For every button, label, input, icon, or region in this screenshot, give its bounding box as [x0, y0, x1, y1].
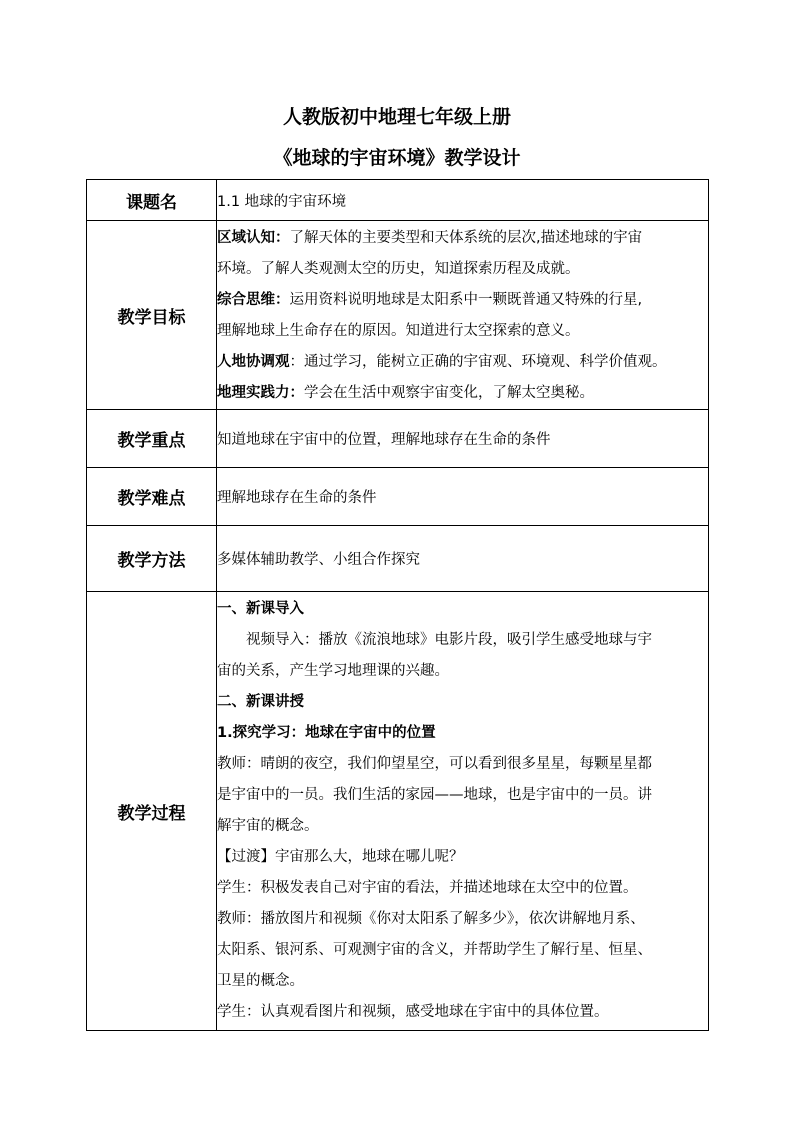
key-points-value: 知道地球在宇宙中的位置，理解地球存在生命的条件	[217, 410, 709, 468]
teacher2-text2: 太阳系、银河系、可观测宇宙的含义，并帮助学生了解行星、恒星、	[217, 942, 652, 958]
section1-heading: 一、新课导入	[217, 601, 304, 617]
teacher1-text1: 教师：晴朗的夜空，我们仰望星空，可以看到很多星星，每颗星星都	[217, 756, 652, 772]
table-row-process	[87, 592, 709, 1031]
goal-harmony-line	[217, 347, 708, 378]
table-row-goals	[87, 221, 709, 410]
process-content	[217, 592, 709, 1031]
student1-text: 学生：积极发表自己对宇宙的看法，并描述地球在太空中的位置。	[217, 880, 638, 896]
goal-regional-title: 区域认知：	[217, 230, 290, 246]
subsection1-heading: 1.探究学习：地球在宇宙中的位置	[217, 725, 436, 741]
teacher1-text2: 是宇宙中的一员。我们生活的家园——地球，也是宇宙中的一员。讲	[217, 787, 652, 803]
teacher2-text3: 卫星的概念。	[217, 973, 304, 989]
goal-regional-line1	[217, 223, 708, 254]
difficulties-label: 教学难点	[87, 468, 217, 526]
teacher2-text1: 教师：播放图片和视频《你对太阳系了解多少》，依次讲解地月系、	[217, 911, 645, 927]
process-label: 教学过程	[87, 592, 217, 1031]
transition-text: 【过渡】宇宙那么大，地球在哪儿呢？	[217, 849, 464, 865]
difficulties-value: 理解地球存在生命的条件	[217, 468, 709, 526]
methods-value: 多媒体辅助教学、小组合作探究	[217, 526, 709, 592]
teacher1-text3: 解宇宙的概念。	[217, 818, 319, 834]
document-title: 人教版初中地理七年级上册	[282, 106, 511, 128]
lesson-plan-table	[86, 179, 709, 1031]
goals-label: 教学目标	[87, 221, 217, 410]
goal-practice-line	[217, 378, 708, 409]
lesson-name-value: 1.1 地球的宇宙环境	[217, 180, 709, 221]
methods-label: 教学方法	[87, 526, 217, 592]
goal-practice-title: 地理实践力：	[217, 385, 304, 401]
table-row-key-points	[87, 410, 709, 468]
student2-text: 学生：认真观看图片和视频，感受地球在宇宙中的具体位置。	[217, 1004, 609, 1020]
goal-harmony-title: 人地协调观	[217, 354, 290, 370]
table-row-lesson-name	[87, 180, 709, 221]
goal-thinking-text1: 运用资料说明地球是太阳系中一颗既普通又特殊的行星,	[289, 292, 643, 308]
goal-thinking-title: 综合思维：	[217, 292, 290, 308]
goal-harmony-text: ：通过学习，能树立正确的宇宙观、环境观、科学价值观。	[289, 354, 667, 370]
goal-regional-text2: 环境。了解人类观测太空的历史，知道探索历程及成就。	[217, 261, 580, 277]
lesson-name-label: 课题名	[87, 180, 217, 221]
section1-text2: 宙的关系，产生学习地理课的兴趣。	[217, 663, 449, 679]
table-row-difficulties	[87, 468, 709, 526]
goal-thinking-line1	[217, 285, 708, 316]
table-row-methods	[87, 526, 709, 592]
goal-thinking-text2: 理解地球上生命存在的原因。知道进行太空探索的意义。	[217, 323, 580, 339]
goal-practice-text: 学会在生活中观察宇宙变化，了解太空奥秘。	[304, 385, 594, 401]
goal-regional-text1: 了解天体的主要类型和天体系统的层次,描述地球的宇宙	[289, 230, 643, 246]
key-points-label: 教学重点	[87, 410, 217, 468]
section1-text1: 视频导入：播放《流浪地球》电影片段，吸引学生感受地球与宇	[246, 632, 652, 648]
document-subtitle: 《地球的宇宙环境》教学设计	[273, 147, 521, 169]
goals-content	[217, 221, 709, 410]
section2-heading: 二、新课讲授	[217, 694, 304, 710]
